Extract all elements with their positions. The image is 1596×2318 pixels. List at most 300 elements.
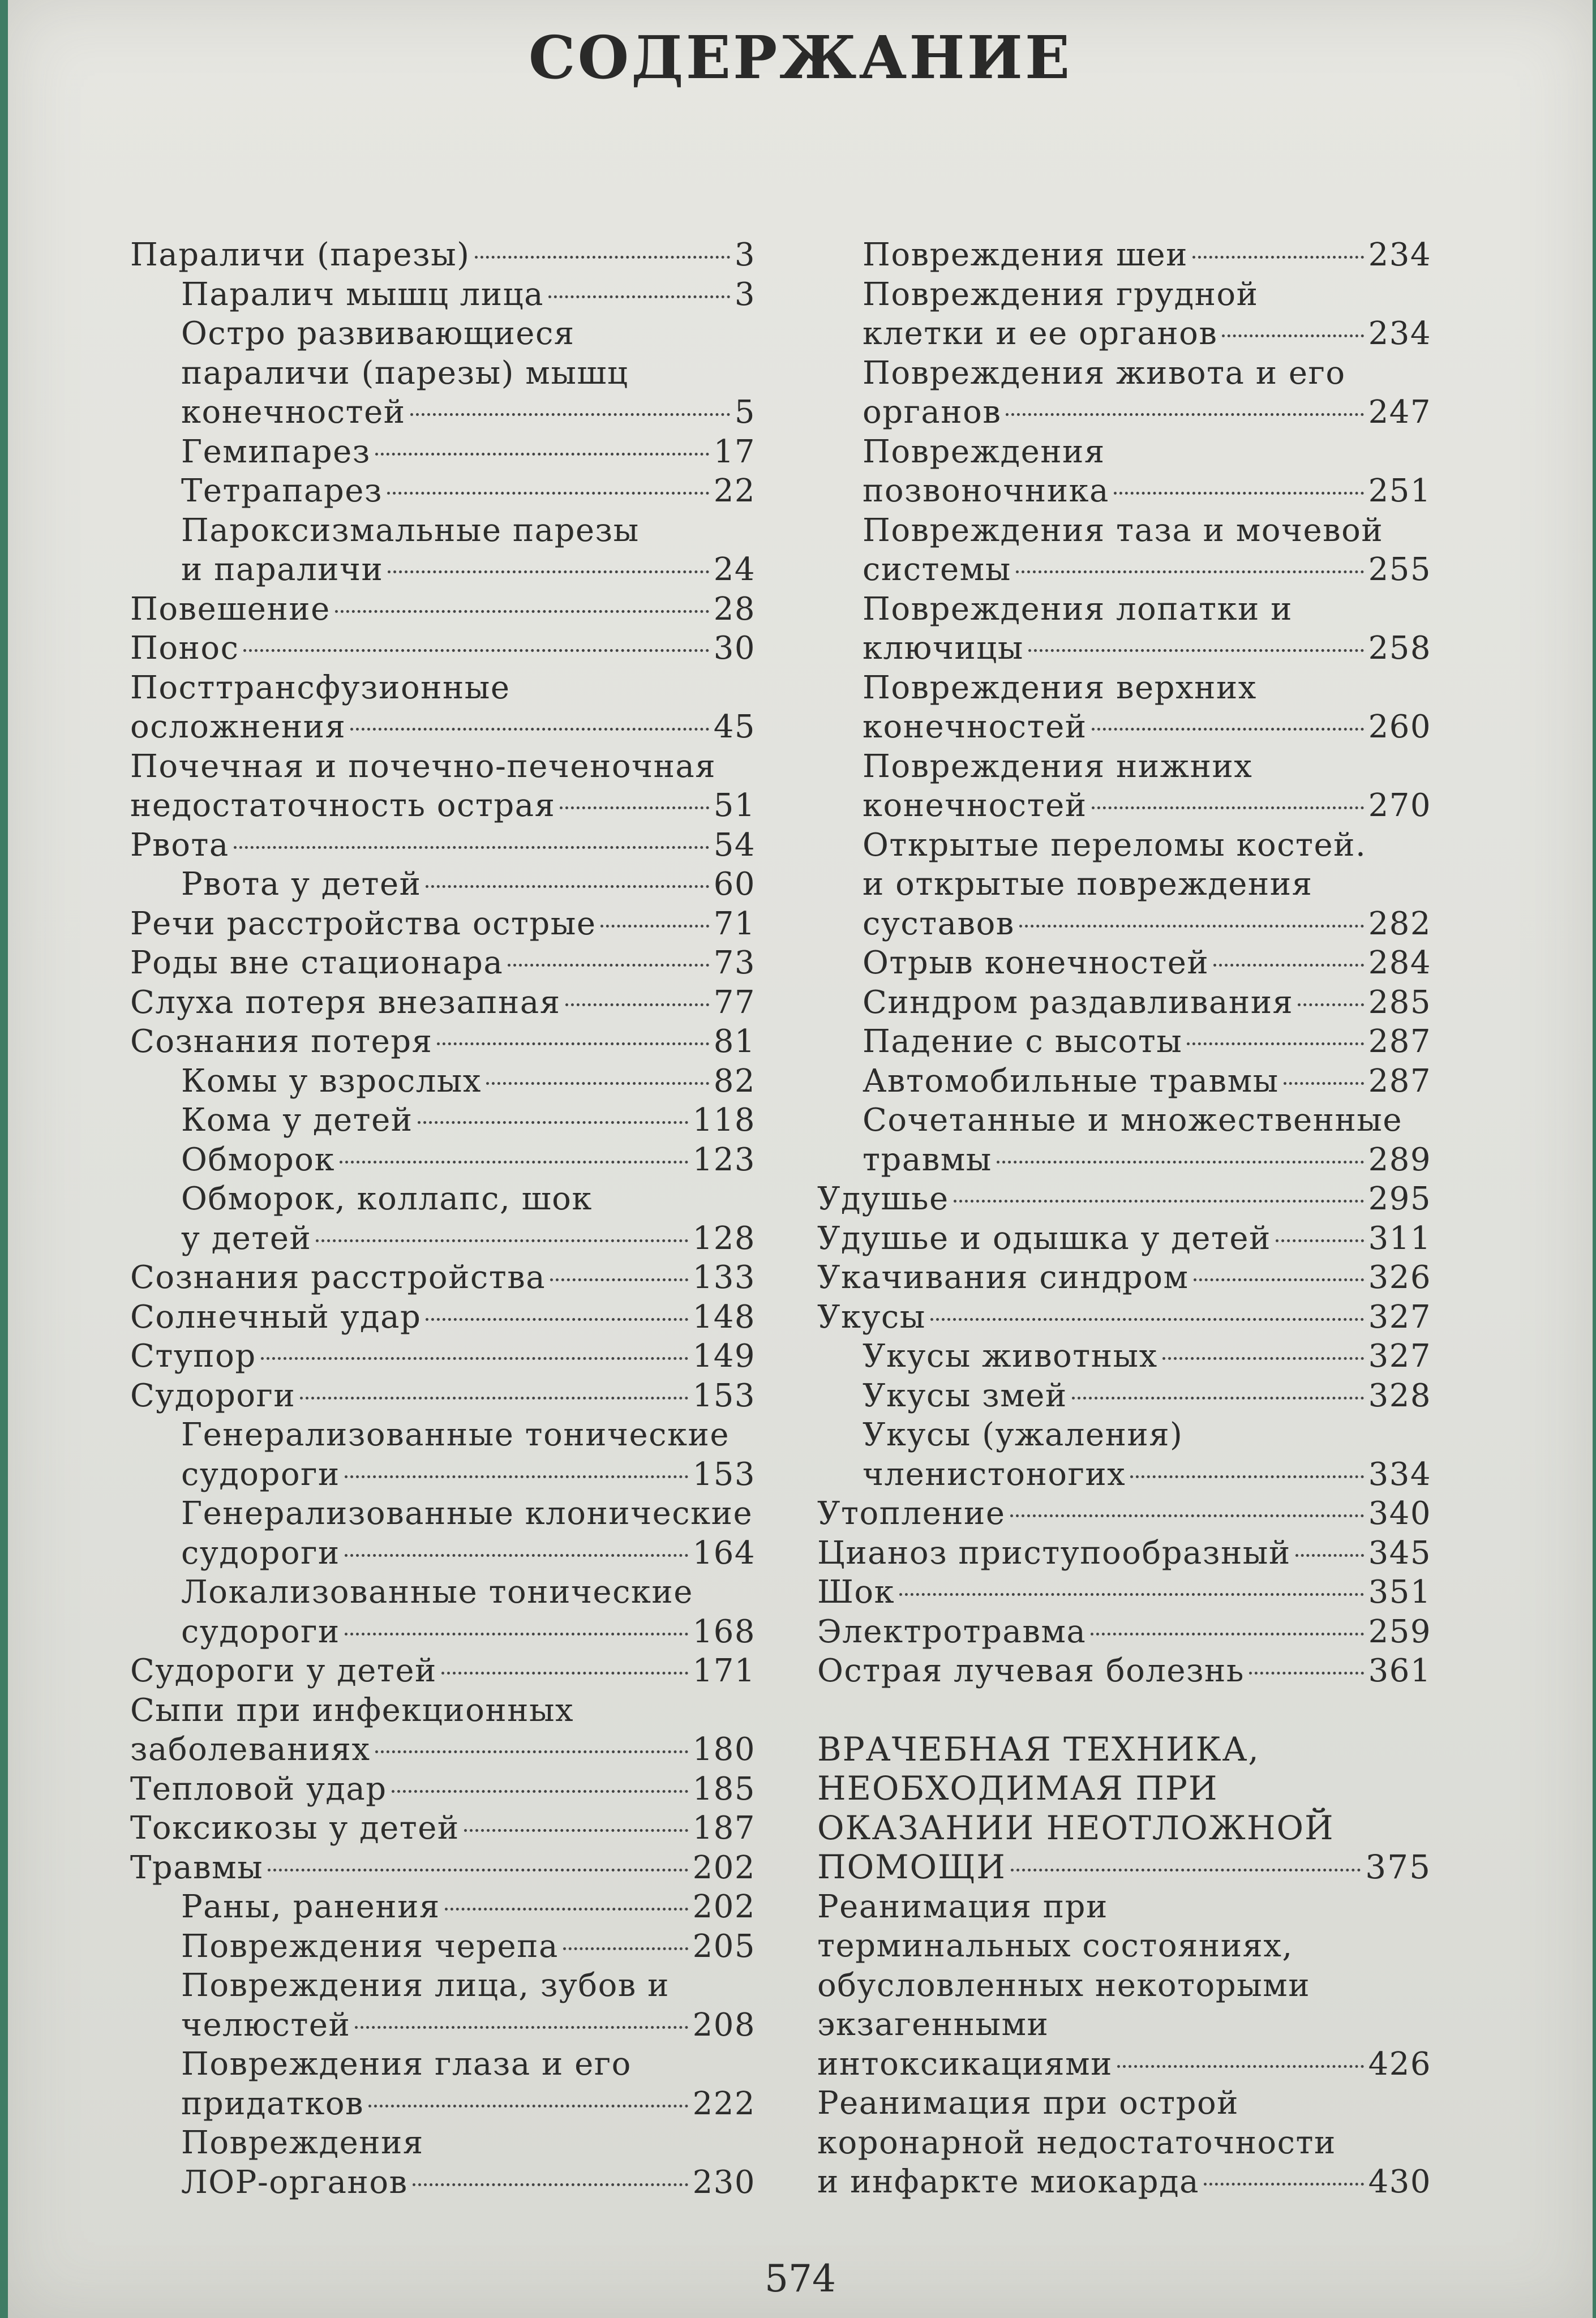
toc-entry xyxy=(130,1376,756,1416)
dot-leader xyxy=(410,413,730,416)
toc-entry xyxy=(817,1219,1431,1259)
toc-page-number: 255 xyxy=(1368,551,1431,588)
dot-leader xyxy=(375,1750,688,1753)
toc-entry-text: придатков xyxy=(181,2085,364,2122)
toc-page-number: 118 xyxy=(692,1102,756,1139)
toc-page-number: 289 xyxy=(1368,1141,1431,1178)
toc-page-number: 328 xyxy=(1368,1377,1431,1414)
toc-entry-last-line xyxy=(817,2045,1431,2084)
toc-entry-line xyxy=(863,354,1431,393)
toc-entry xyxy=(817,235,1431,275)
dot-leader xyxy=(316,1239,688,1242)
toc-entry-text: Слуха потеря внезапная xyxy=(130,984,561,1021)
dot-leader xyxy=(426,885,709,888)
toc-entry xyxy=(130,1573,756,1651)
dot-leader xyxy=(930,1318,1364,1321)
toc-entry-last-line xyxy=(863,943,1431,983)
dot-leader xyxy=(1072,1397,1364,1400)
toc-entry-last-line xyxy=(130,590,756,629)
toc-entry-line xyxy=(130,1691,756,1731)
toc-entry-line xyxy=(863,747,1431,787)
dot-leader xyxy=(340,1161,688,1164)
toc-page-number: 230 xyxy=(692,2164,756,2201)
toc-page-number: 430 xyxy=(1368,2164,1431,2200)
toc-entry xyxy=(130,747,756,826)
toc-entry-last-line xyxy=(817,1179,1431,1219)
toc-entry-text: Обморок, коллапс, шок xyxy=(181,1181,593,1217)
toc-page-number: 30 xyxy=(713,630,756,667)
toc-entry-line xyxy=(181,354,756,393)
toc-entry xyxy=(130,1415,756,1494)
toc-entry-text: Остро развивающиеся xyxy=(181,315,575,352)
toc-entry-text: Острая лучевая болезнь xyxy=(817,1652,1245,1689)
toc-page-number: 77 xyxy=(713,984,756,1021)
dot-leader xyxy=(368,2105,688,2107)
toc-entry-line xyxy=(863,826,1431,865)
dot-leader xyxy=(563,1947,688,1950)
toc-entry xyxy=(130,1494,756,1573)
dot-leader xyxy=(508,964,709,967)
toc-entry-text: Открытые переломы костей. xyxy=(863,826,1367,864)
toc-entry-text: Отрыв конечностей xyxy=(863,945,1209,981)
toc-entry-text: Генерализованные тонические xyxy=(181,1416,730,1453)
toc-entry-text: членистоногих xyxy=(863,1456,1126,1493)
toc-entry-last-line xyxy=(181,1062,756,1101)
toc-entry-last-line xyxy=(863,629,1431,668)
toc-page-number: 185 xyxy=(692,1770,756,1808)
toc-entry-last-line xyxy=(863,550,1431,590)
toc-entry-text: Повреждения лица, зубов и xyxy=(181,1967,670,2004)
toc-entry xyxy=(130,629,756,668)
toc-entry-last-line xyxy=(130,1376,756,1416)
toc-page-number: 133 xyxy=(692,1259,756,1296)
toc-entry-text: ВРАЧЕБНАЯ ТЕХНИКА, xyxy=(817,1729,1260,1768)
toc-entry-text: Гемипарез xyxy=(181,433,371,470)
toc-entry-line xyxy=(181,1494,756,1534)
toc-entry-text: параличи (парезы) мышц xyxy=(181,354,629,392)
dot-leader xyxy=(1130,1475,1363,1478)
toc-entry xyxy=(130,314,756,432)
toc-entry-last-line xyxy=(863,786,1431,826)
toc-page-number: 60 xyxy=(713,866,756,903)
toc-entry-line xyxy=(181,2123,756,2163)
toc-entry-text: Тетрапарез xyxy=(181,473,383,509)
toc-entry xyxy=(817,1534,1431,1573)
dot-leader xyxy=(1298,1003,1363,1006)
dot-leader xyxy=(560,806,709,809)
toc-entry xyxy=(130,275,756,315)
toc-entry-text: Автомобильные травмы xyxy=(863,1062,1279,1100)
dot-leader xyxy=(441,1672,688,1675)
toc-entry-last-line xyxy=(817,1848,1431,1887)
toc-entry-text: Повреждения таза и мочевой xyxy=(863,512,1384,549)
toc-entry xyxy=(130,590,756,629)
toc-page-number: 251 xyxy=(1368,473,1431,509)
dot-leader xyxy=(345,1475,688,1478)
toc-entry-last-line xyxy=(863,393,1431,432)
dot-leader xyxy=(437,1042,709,1045)
toc-page-number: 282 xyxy=(1368,905,1431,942)
toc-entry xyxy=(817,1494,1431,1534)
toc-entry-last-line xyxy=(130,235,756,275)
toc-entry-last-line xyxy=(817,1612,1431,1652)
toc-entry xyxy=(130,1258,756,1298)
dot-leader xyxy=(548,295,730,298)
toc-entry xyxy=(130,2123,756,2202)
dot-leader xyxy=(387,492,709,495)
toc-entry xyxy=(130,1809,756,1848)
dot-leader xyxy=(1117,2065,1364,2068)
toc-left-column xyxy=(130,235,756,2202)
dot-leader xyxy=(345,1633,688,1636)
dot-leader xyxy=(1162,1357,1364,1360)
dot-leader xyxy=(565,1003,709,1006)
dot-leader xyxy=(418,1121,688,1124)
toc-entry-last-line xyxy=(181,432,756,472)
toc-entry xyxy=(130,865,756,904)
toc-entry xyxy=(817,1376,1431,1416)
toc-entry-text: Повреждения черепа xyxy=(181,1928,559,1965)
toc-page-number: 73 xyxy=(713,945,756,981)
toc-page-number: 153 xyxy=(692,1377,756,1414)
toc-entry-text: судороги xyxy=(181,1534,340,1572)
toc-entry-text: Понос xyxy=(130,630,239,667)
toc-entry-last-line xyxy=(863,1140,1431,1180)
toc-entry-last-line xyxy=(181,550,756,590)
toc-entry-last-line xyxy=(181,1101,756,1140)
toc-entry-last-line xyxy=(863,1376,1431,1416)
toc-entry-line xyxy=(863,275,1431,315)
toc-entry-last-line xyxy=(181,865,756,904)
toc-entry xyxy=(130,904,756,944)
dot-leader xyxy=(350,728,709,731)
toc-entry-text: Локализованные тонические xyxy=(181,1574,693,1611)
toc-entry-text: Повреждения xyxy=(863,433,1105,470)
toc-entry xyxy=(817,590,1431,668)
toc-entry-line xyxy=(817,2005,1431,2045)
toc-page-number: 168 xyxy=(692,1613,756,1650)
toc-entry xyxy=(130,1140,756,1180)
toc-entry-text: Укачивания синдром xyxy=(817,1259,1189,1296)
toc-entry-text: терминальных состояниях, xyxy=(817,1928,1293,1964)
dot-leader xyxy=(1006,413,1363,416)
toc-entry-text: Повреждения глаза и его xyxy=(181,2046,632,2083)
toc-entry-last-line xyxy=(181,1927,756,1967)
toc-right-column xyxy=(817,235,1431,2202)
toc-entry xyxy=(817,1573,1431,1612)
toc-page-number: 205 xyxy=(692,1928,756,1965)
toc-entry-text: заболеваниях xyxy=(130,1731,371,1768)
toc-entry-last-line xyxy=(130,786,756,826)
toc-entry-last-line xyxy=(130,1809,756,1848)
toc-entry xyxy=(130,1062,756,1101)
toc-page-number: 287 xyxy=(1368,1062,1431,1100)
toc-page-number: 340 xyxy=(1368,1495,1431,1532)
toc-entry-text: Сознания потеря xyxy=(130,1023,433,1060)
toc-entry xyxy=(817,826,1431,944)
toc-entry-text: Пароксизмальные парезы xyxy=(181,512,640,549)
toc-entry-text: Падение с высоты xyxy=(863,1023,1183,1060)
toc-entry-last-line xyxy=(181,1455,756,1495)
toc-entry xyxy=(130,1179,756,1258)
toc-page-number: 351 xyxy=(1368,1574,1431,1611)
toc-entry-line xyxy=(863,865,1431,904)
toc-entry xyxy=(130,983,756,1023)
toc-entry-last-line xyxy=(130,1298,756,1337)
toc-entry-line xyxy=(181,1966,756,2006)
toc-entry-last-line xyxy=(130,1022,756,1062)
toc-entry xyxy=(817,432,1431,511)
dot-leader xyxy=(1276,1239,1364,1242)
toc-entry-line xyxy=(181,314,756,354)
toc-page-number: 284 xyxy=(1368,945,1431,981)
toc-entry xyxy=(130,432,756,472)
toc-entry-text: Токсикозы у детей xyxy=(130,1810,460,1847)
toc-entry-line xyxy=(817,1769,1431,1809)
dot-leader xyxy=(550,1278,688,1281)
toc-entry xyxy=(817,1415,1431,1494)
toc-page-number: 128 xyxy=(692,1220,756,1257)
toc-entry xyxy=(130,1651,756,1691)
dot-leader xyxy=(899,1593,1363,1596)
dot-leader xyxy=(243,649,709,652)
toc-entry-text: суставов xyxy=(863,905,1015,942)
toc-entry-text: Раны, ранения xyxy=(181,1888,440,1925)
toc-page-number: 17 xyxy=(713,433,756,470)
toc-page-number: 22 xyxy=(713,473,756,509)
toc-page-number: 28 xyxy=(713,590,756,628)
toc-page-number: 81 xyxy=(713,1023,756,1060)
toc-entry-last-line xyxy=(130,629,756,668)
toc-entry xyxy=(130,943,756,983)
toc-page-number: 5 xyxy=(734,394,756,431)
toc-entry xyxy=(130,1022,756,1062)
dot-leader xyxy=(375,453,709,456)
toc-entry xyxy=(130,1337,756,1376)
toc-page-number: 287 xyxy=(1368,1023,1431,1060)
toc-entry-last-line xyxy=(181,2006,756,2045)
toc-page-number: 327 xyxy=(1368,1298,1431,1336)
toc-entry-last-line xyxy=(181,471,756,511)
toc-entry-text: ПОМОЩИ xyxy=(817,1848,1006,1886)
toc-page-number: 71 xyxy=(713,905,756,942)
toc-entry xyxy=(817,668,1431,747)
toc-page-number: 258 xyxy=(1368,630,1431,667)
dot-leader xyxy=(600,925,709,928)
toc-page-number: 295 xyxy=(1368,1181,1431,1217)
toc-entry-text: Почечная и почечно-печеночная xyxy=(130,748,717,785)
dot-leader xyxy=(355,2026,688,2029)
dot-leader xyxy=(1187,1042,1363,1045)
toc-entry xyxy=(130,1848,756,1888)
toc-entry-text: Ступор xyxy=(130,1338,256,1375)
toc-entry-line xyxy=(130,747,756,787)
toc-entry-line xyxy=(863,432,1431,472)
toc-entry-last-line xyxy=(863,707,1431,747)
toc-entry-text: ЛОР-органов xyxy=(181,2164,408,2201)
toc-entry xyxy=(817,747,1431,826)
toc-entry-last-line xyxy=(817,1534,1431,1573)
dot-leader xyxy=(1249,1672,1364,1675)
toc-entry-last-line xyxy=(181,2163,756,2203)
toc-page-number: 45 xyxy=(713,709,756,745)
toc-page-number: 51 xyxy=(713,787,756,824)
toc-entry xyxy=(817,1298,1431,1337)
dot-leader xyxy=(388,570,709,573)
toc-entry-line xyxy=(817,1730,1431,1770)
dot-leader xyxy=(464,1829,688,1832)
dot-leader xyxy=(1016,570,1364,573)
toc-page-number: 208 xyxy=(692,2006,756,2044)
toc-entry-text: Повреждения грудной xyxy=(863,276,1259,313)
toc-entry xyxy=(130,511,756,590)
toc-entry-text: Солнечный удар xyxy=(130,1298,422,1336)
toc-entry-text: конечностей xyxy=(863,787,1087,824)
toc-entry-last-line xyxy=(130,707,756,747)
toc-entry-last-line xyxy=(130,1258,756,1298)
toc-entry-last-line xyxy=(130,943,756,983)
dot-leader xyxy=(1092,728,1364,731)
toc-page-number: 54 xyxy=(713,826,756,864)
dot-leader xyxy=(234,846,709,849)
toc-entry-text: и открытые повреждения xyxy=(863,866,1313,903)
toc-entry-last-line xyxy=(817,1258,1431,1298)
toc-page-number: 327 xyxy=(1368,1338,1431,1375)
dot-leader xyxy=(1204,2183,1364,2186)
toc-page-number: 334 xyxy=(1368,1456,1431,1493)
toc-entry xyxy=(817,1179,1431,1219)
toc-entry-last-line xyxy=(817,1298,1431,1337)
dot-leader xyxy=(1092,806,1364,809)
toc-entry-last-line xyxy=(863,1455,1431,1495)
toc-entry-last-line xyxy=(181,1612,756,1652)
toc-page-number: 234 xyxy=(1368,315,1431,352)
dot-leader xyxy=(1010,1514,1364,1517)
toc-page-number: 202 xyxy=(692,1888,756,1925)
toc-entry-last-line xyxy=(181,1140,756,1180)
toc-entry-last-line xyxy=(817,1219,1431,1259)
toc-entry-last-line xyxy=(130,1848,756,1888)
toc-entry-line xyxy=(817,1966,1431,2006)
dot-leader xyxy=(997,1161,1364,1164)
toc-entry-text: экзагенными xyxy=(817,2006,1049,2043)
toc-page-number: 180 xyxy=(692,1731,756,1768)
toc-entry-text: судороги xyxy=(181,1456,340,1493)
toc-page-number: 222 xyxy=(692,2085,756,2122)
toc-page-number: 24 xyxy=(713,551,756,588)
dot-leader xyxy=(345,1554,688,1557)
toc-entry-last-line xyxy=(130,1770,756,1809)
toc-entry-text: Укусы (ужаления) xyxy=(863,1416,1183,1453)
dot-leader xyxy=(445,1908,688,1911)
toc-entry-text: Реанимация при острой xyxy=(817,2085,1239,2122)
toc-entry-last-line xyxy=(817,1494,1431,1534)
dot-leader xyxy=(392,1790,688,1793)
toc-entry-line xyxy=(181,1415,756,1455)
toc-entry-text: Посттрансфузионные xyxy=(130,669,510,706)
dot-leader xyxy=(1019,925,1364,928)
toc-entry-last-line xyxy=(181,2084,756,2124)
toc-entry-text: Роды вне стационара xyxy=(130,945,504,981)
toc-entry xyxy=(817,1062,1431,1101)
toc-entry-last-line xyxy=(181,1887,756,1927)
toc-entry xyxy=(130,1770,756,1809)
toc-entry xyxy=(130,235,756,275)
toc-entry-line xyxy=(181,1573,756,1612)
toc-entry-text: Повреждения шеи xyxy=(863,237,1189,273)
toc-page-number: 426 xyxy=(1368,2045,1431,2083)
toc-entry-text: Утопление xyxy=(817,1495,1006,1532)
dot-leader xyxy=(261,1357,688,1360)
toc-entry-text: травмы xyxy=(863,1141,992,1178)
dot-leader xyxy=(1222,334,1363,337)
toc-entry-text: клетки и ее органов xyxy=(863,315,1218,352)
toc-entry-text: у детей xyxy=(181,1220,312,1257)
toc-entry-text: Комы у взрослых xyxy=(181,1062,482,1100)
toc-entry-text: Рвота у детей xyxy=(181,866,422,903)
toc-page-number: 311 xyxy=(1368,1220,1431,1257)
toc-entry-line xyxy=(863,1101,1431,1140)
toc-entry xyxy=(130,1691,756,1770)
toc-entry-line xyxy=(863,590,1431,629)
toc-entry-last-line xyxy=(181,275,756,315)
toc-entry-text: конечностей xyxy=(181,394,406,431)
toc-entry xyxy=(817,1101,1431,1179)
toc-entry-last-line xyxy=(863,1022,1431,1062)
toc-entry-line xyxy=(817,1887,1431,1927)
toc-entry xyxy=(130,826,756,865)
toc-entry-last-line xyxy=(817,2162,1431,2202)
toc-entry xyxy=(817,1887,1431,2084)
toc-entry-last-line xyxy=(863,471,1431,511)
toc-entry-last-line xyxy=(863,904,1431,944)
toc-page-number: 164 xyxy=(692,1534,756,1572)
toc-entry-text: Сознания расстройства xyxy=(130,1259,546,1296)
toc-entry-line xyxy=(181,2045,756,2084)
toc-entry xyxy=(130,1966,756,2045)
dot-leader xyxy=(413,2183,688,2186)
dot-leader xyxy=(475,256,730,259)
toc-entry-text: Повреждения лопатки и xyxy=(863,590,1293,628)
toc-entry-last-line xyxy=(130,826,756,865)
toc-page-number: 82 xyxy=(713,1062,756,1100)
toc-page-number: 123 xyxy=(692,1141,756,1178)
toc-entry xyxy=(817,1730,1431,1887)
toc-page-number: 375 xyxy=(1365,1848,1431,1886)
toc-entry xyxy=(130,1101,756,1140)
toc-entry-text: Кома у детей xyxy=(181,1102,413,1139)
toc-page-number: 153 xyxy=(692,1456,756,1493)
toc-entry xyxy=(817,1612,1431,1652)
toc-entry xyxy=(130,471,756,511)
dot-leader xyxy=(1091,1633,1363,1636)
toc-entry-last-line xyxy=(863,983,1431,1023)
toc-entry-text: Повреждения xyxy=(181,2124,424,2161)
toc-entry-text: НЕОБХОДИМАЯ ПРИ xyxy=(817,1769,1219,1808)
toc-entry-last-line xyxy=(863,235,1431,275)
toc-entry-text: и параличи xyxy=(181,551,384,588)
toc-entry-text: и инфаркте миокарда xyxy=(817,2164,1199,2200)
toc-entry-last-line xyxy=(130,904,756,944)
dot-leader xyxy=(486,1082,709,1085)
toc-entry xyxy=(817,1258,1431,1298)
toc-entry-text: недостаточность острая xyxy=(130,787,556,824)
toc-entry-text: Цианоз приступообразный xyxy=(817,1534,1291,1572)
toc-entry-last-line xyxy=(130,983,756,1023)
toc-entry-line xyxy=(863,668,1431,708)
toc-entry xyxy=(817,1022,1431,1062)
toc-entry-text: Параличи (парезы) xyxy=(130,237,470,273)
